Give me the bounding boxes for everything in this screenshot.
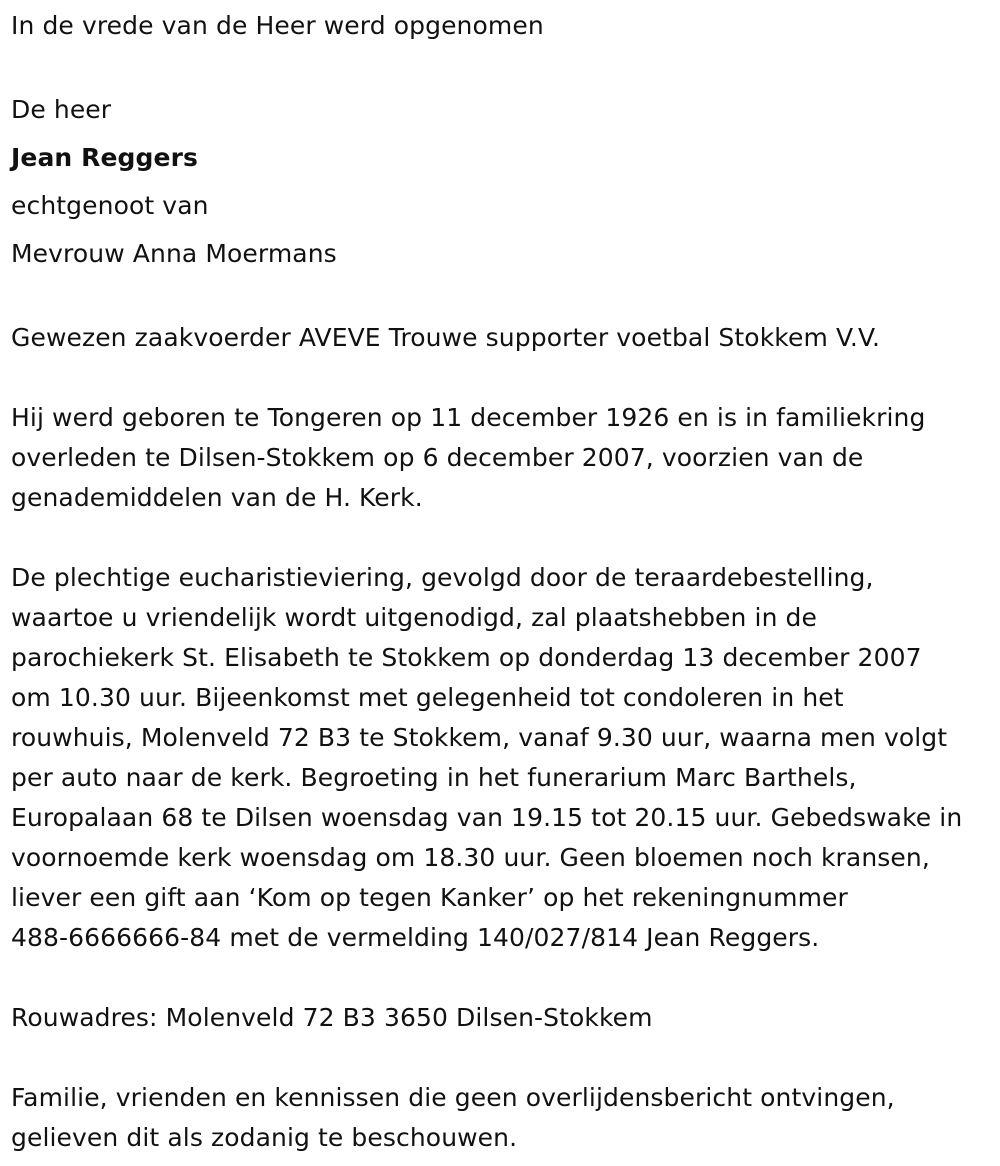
- paragraph-line: gelieven dit als zodanig te beschouwen.: [11, 1123, 518, 1152]
- paragraph-line: voornoemde kerk woensdag om 18.30 uur. Geen bloemen noch kransen,: [11, 843, 930, 872]
- paragraph-line: waartoe u vriendelijk wordt uitgenodigd, zal plaatshebben in de: [11, 603, 818, 632]
- spacer: [11, 46, 996, 86]
- paragraph-line: liever een gift aan ‘Kom op tegen Kanker’ op het rekeningnummer: [11, 883, 848, 912]
- paragraph-line: De plechtige eucharistieviering, gevolgd door de teraardebestelling,: [11, 563, 874, 592]
- spouse-name: Mevrouw Anna Moermans: [11, 239, 337, 268]
- paragraph-line: Europalaan 68 te Dilsen woensdag van 19.15 tot 20.15 uur. Gebedswake in: [11, 803, 963, 832]
- paragraph-line: om 10.30 uur. Bijeenkomst met gelegenheid tot condoleren in het: [11, 683, 844, 712]
- birth-death-paragraph: [11, 398, 996, 518]
- obituary-document: [11, 6, 996, 1158]
- paragraph-line: rouwhuis, Molenveld 72 B3 te Stokkem, vanaf 9.30 uur, waarna men volgt: [11, 723, 948, 752]
- intro-line: In de vrede van de Heer werd opgenomen: [11, 11, 544, 40]
- spacer: [11, 518, 996, 558]
- paragraph-line: 488-6666666-84 met de vermelding 140/027/814 Jean Reggers.: [11, 923, 820, 952]
- paragraph-line: genademiddelen van de H. Kerk.: [11, 483, 423, 512]
- paragraph-line: Familie, vrienden en kennissen die geen overlijdensbericht ontvingen,: [11, 1083, 895, 1112]
- relation-text: echtgenoot van: [11, 191, 209, 220]
- paragraph-line: overleden te Dilsen-Stokkem op 6 december 2007, voorzien van de: [11, 443, 864, 472]
- closing-paragraph: [11, 1078, 996, 1158]
- spacer: [11, 958, 996, 998]
- spacer: [11, 1038, 996, 1078]
- address-line: Rouwadres: Molenveld 72 B3 3650 Dilsen-Stokkem: [11, 1003, 653, 1032]
- occupation-line: Gewezen zaakvoerder AVEVE Trouwe supporter voetbal Stokkem V.V.: [11, 323, 880, 352]
- paragraph-line: Hij werd geboren te Tongeren op 11 december 1926 en is in familiekring: [11, 403, 926, 432]
- spacer: [11, 278, 996, 318]
- deceased-name: Jean Reggers: [11, 143, 198, 172]
- paragraph-line: parochiekerk St. Elisabeth te Stokkem op donderdag 13 december 2007: [11, 643, 922, 672]
- spacer: [11, 358, 996, 398]
- paragraph-line: per auto naar de kerk. Begroeting in het funerarium Marc Barthels,: [11, 763, 857, 792]
- salutation: De heer: [11, 95, 112, 124]
- ceremony-paragraph: [11, 558, 996, 958]
- name-block: [11, 86, 996, 278]
